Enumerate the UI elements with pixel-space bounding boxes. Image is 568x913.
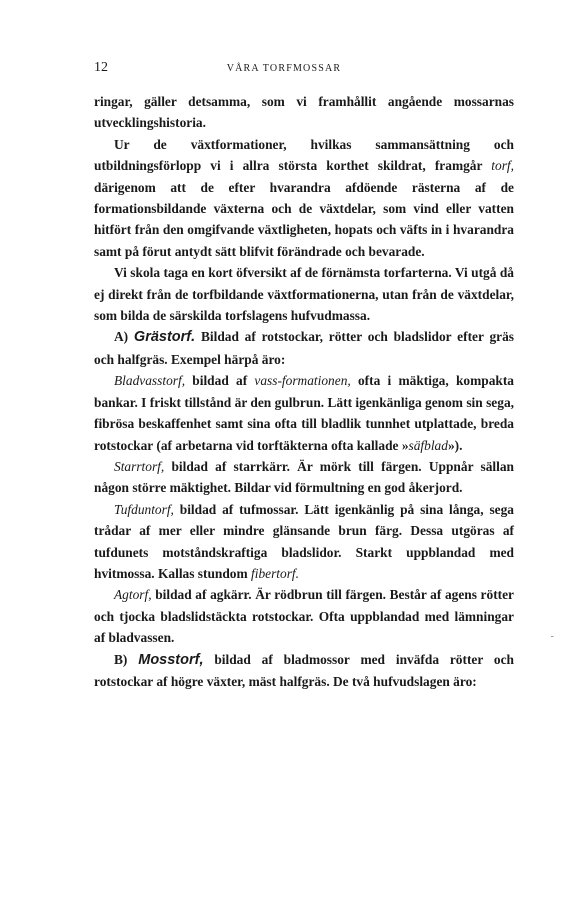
p3-text: Vi skola taga en kort öfversikt af de förnämsta torfarterna. Vi utgå då ej direkt från de torfbildande växtformationerna, utan från de växtdelar, som bilda de särskilda torfslagens hufvudmassa.	[94, 265, 514, 324]
bladvasstorf-formation: vass-formationen,	[254, 373, 351, 389]
section-grastorf	[94, 326, 514, 370]
entry-bladvasstorf	[94, 370, 514, 456]
body-text	[94, 91, 514, 692]
bladvasstorf-text-c: »).	[447, 437, 463, 453]
bladvasstorf-text-a: bildad af	[185, 373, 255, 389]
p2-pre: Ur de växtformationer, hvilkas sammansättning och utbildningsförlopp vi i allra största korthet skildrat, framgår	[94, 136, 514, 174]
agtorf-text: bildad af agkärr. Är rödbrun till färgen. Består af agens rötter och tjocka bladslidstäckta rotstockar. Ofta uppblandad med lämningar af bladvassen.	[94, 587, 514, 646]
paragraph-continuation	[94, 91, 514, 134]
running-head	[0, 60, 568, 80]
running-title: VÅRA TORFMOSSAR	[226, 63, 342, 74]
page-number: 12	[94, 60, 108, 75]
section-b-heading: Mosstorf,	[138, 651, 204, 668]
entry-starrtorf	[94, 456, 514, 499]
paragraph-intro	[94, 134, 514, 262]
starrtorf-term: Starrtorf,	[114, 458, 165, 474]
bladvasstorf-quote: säfblad	[408, 437, 448, 453]
section-a-text: Bildad af rotstockar, rötter och bladslidor efter gräs och halfgräs. Exempel härpå äro:	[94, 329, 514, 367]
section-a-label: A)	[114, 329, 129, 345]
p2-post: därigenom att de efter hvarandra afdöende rästerna af de formationsbildande växterna och de växtdelar, som vind eller vatten hitfört från den omgifvande växtligheten, hopats och väfts in i hvarandra samt på förut antydt sätt blifvit förändrade och bevarade.	[94, 179, 514, 259]
bladvasstorf-text-b: ofta i mäktiga, kompakta bankar. I friskt tillstånd är den gulbrun. Lätt igenkänliga genom sin sega, fibrösa beskaffenhet samt sina ofta till bladlik tunnhet utplattade, breda rotstockar (af arbetarna vid torftäkterna ofta kallade »	[94, 373, 514, 453]
paragraph-overview	[94, 262, 514, 326]
tufduntorf-text: bildad af tufmossar. Lätt igenkänlig på sina långa, sega trådar af mer eller mindre glänsande brun färg. Dessa utgöras af tufdunets motståndskraftiga bladslidor. Starkt uppblandad med hvitmossa. Kallas stundom	[94, 501, 514, 581]
tufduntorf-term: Tufduntorf,	[114, 501, 174, 517]
starrtorf-text: bildad af starrkärr. Är mörk till färgen. Uppnår sällan någon större mäktighet. Bildar vid förmultning en god åkerjord.	[94, 458, 514, 496]
bladvasstorf-term: Bladvasstorf,	[114, 373, 186, 389]
p1-text: ringar, gäller detsamma, som vi framhållit angående mossarnas utvecklingshistoria.	[94, 94, 514, 131]
p2-term-torf: torf,	[491, 158, 514, 174]
agtorf-term: Agtorf,	[114, 587, 152, 603]
section-b-text: bildad af bladmossor med inväfda rötter och rotstockar af högre växter, mäst halfgräs. De två hufvudslagen äro:	[94, 651, 514, 689]
section-mosstorf	[94, 649, 514, 693]
section-a-heading: Grästorf.	[133, 329, 196, 346]
fibertorf-term: fibertorf.	[251, 565, 299, 581]
margin-mark: -	[550, 631, 554, 642]
entry-tufduntorf	[94, 499, 514, 585]
entry-agtorf	[94, 584, 514, 648]
section-b-label: B)	[114, 651, 128, 667]
